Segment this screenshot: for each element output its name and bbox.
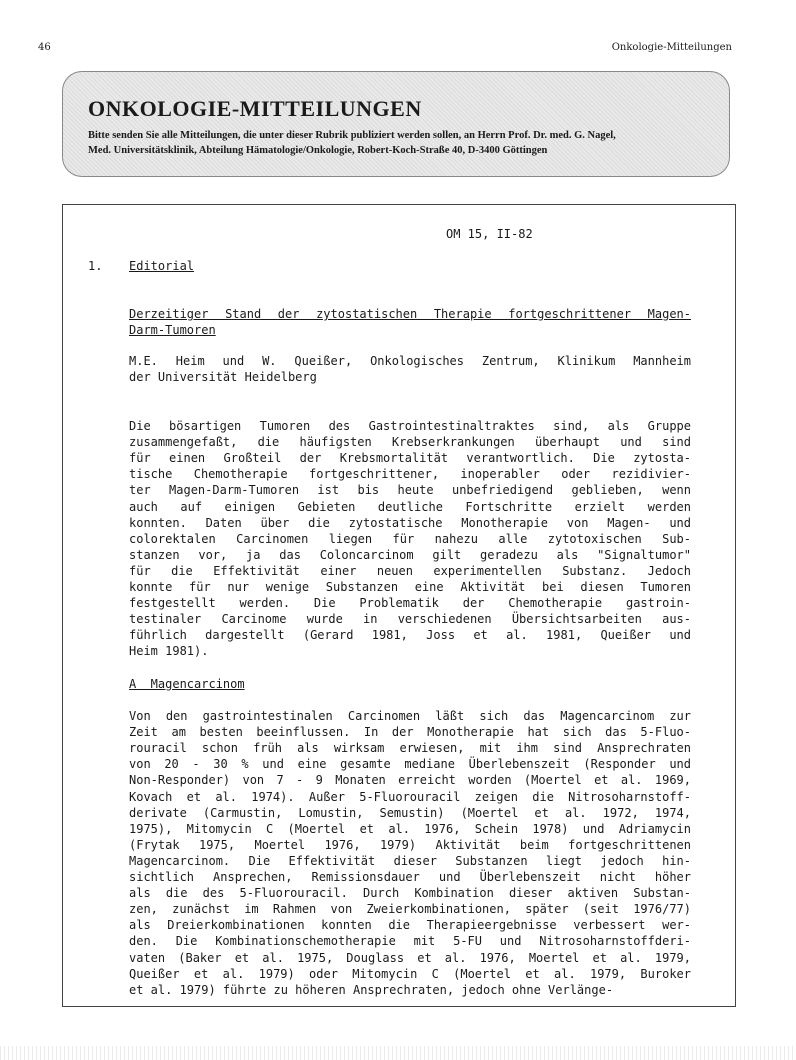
text-line: Non-Responder) von 7 - 9 Monaten erreicht worden (Moertel et al. 1969, <box>129 773 691 788</box>
author-line: M.E. Heim und W. Queißer, Onkologisches Zentrum, Klinikum Mannheim <box>129 354 691 368</box>
text-line: Kovach et al. 1974). Außer 5-Fluorouracil zeigen die Nitrosoharnstoff- <box>129 789 691 804</box>
subsection-title: A Magencarcinom <box>129 677 245 691</box>
text-line: als die des 5-Fluorouracil. Durch Kombination dieser aktiven Substan- <box>129 886 691 901</box>
text-line: testinaler Carcinome wurde in verschiedenen Übersichtsarbeiten aus- <box>129 612 691 627</box>
text-line: (Frytak 1975, Moertel 1976, 1979) Aktivität beim fortgeschrittenen <box>129 837 691 852</box>
author-line: der Universität Heidelberg <box>129 370 317 384</box>
text-line: rouracil schon früh als wirksam erwiesen, mit ihm sind Ansprechraten <box>129 741 691 756</box>
text-line: sichtlich Ansprechen, Remissionsdauer und Überlebenszeit nicht höher <box>129 870 691 884</box>
text-line: zen, zunächst im Rahmen von Zweierkombinationen, später (seit 1976/77) <box>129 902 691 917</box>
text-line: Von den gastrointestinalen Carcinomen läßt sich das Magencarcinom zur <box>129 709 691 723</box>
article-heading-line: Darm-Tumoren <box>129 323 216 337</box>
text-line: den. Die Kombinationschemotherapie mit 5-FU und Nitrosoharnstoffderi- <box>129 934 691 949</box>
scan-edge <box>0 1046 796 1060</box>
text-line: Heim 1981). <box>129 644 209 659</box>
text-line: derivate (Carmustin, Lomustin, Semustin) (Moertel et al. 1972, 1974, <box>129 805 691 820</box>
text-line: auch auf einigen Gebieten deutliche Fortschritte erzielt werden <box>129 499 691 514</box>
text-line: führlich dargestellt (Gerard 1981, Joss et al. 1981, Queißer und <box>129 628 691 643</box>
section-banner <box>62 71 730 177</box>
text-line: ter Magen-Darm-Tumoren ist bis heute unbefriedigend geblieben, wenn <box>129 483 691 498</box>
text-line: et al. 1979) führte zu höheren Ansprechraten, jedoch ohne Verlänge- <box>129 982 614 997</box>
banner-title: ONKOLOGIE-MITTEILUNGEN <box>88 96 422 121</box>
text-line: colorektalen Carcinomen liegen für nahezu alle zytotoxischen Sub- <box>129 531 691 546</box>
text-line: von 20 - 30 % und eine gesamte mediane Überlebenszeit (Responder und <box>129 757 691 772</box>
text-line: Magencarcinom. Die Effektivität dieser Substanzen liegt jedoch hin- <box>129 853 691 868</box>
article-heading-line: Derzeitiger Stand der zytostatischen Therapie fortgeschrittener Magen- <box>129 307 691 321</box>
text-line: konnten. Daten über die zytostatische Monotherapie von Magen- und <box>129 515 691 530</box>
text-line: für die Effektivität einer neuen experimentellen Substanz. Jedoch <box>129 563 691 578</box>
section-title: Editorial <box>129 259 195 273</box>
text-line: festgestellt werden. Die Problematik der Chemotherapie gastroin- <box>129 596 691 611</box>
banner-instruction-line-1: Bitte senden Sie alle Mitteilungen, die unter dieser Rubrik publiziert werden sollen, an Herrn Prof. Dr. med. G. Nagel, <box>88 130 616 141</box>
text-line: Queißer et al. 1979) oder Mitomycin C (Moertel et al. 1979, Buroker <box>129 966 691 981</box>
banner-instruction-line-2: Med. Universitätsklinik, Abteilung Hämatologie/Onkologie, Robert-Koch-Straße 40, D-3400 Göttingen <box>88 145 548 156</box>
text-line: Zeit am besten beeinflussen. In der Monotherapie hat sich das 5-Fluo- <box>129 725 691 740</box>
reference-code: OM 15, II-82 <box>446 227 533 241</box>
text-line: für einen Großteil der Krebsmortalität verantwortlich. Die zytosta- <box>129 451 691 466</box>
section-number: 1. <box>88 259 103 273</box>
text-line: vaten (Baker et al. 1975, Douglass et al. 1976, Moertel et al. 1979, <box>129 950 691 965</box>
text-line: als Dreierkombinationen konnten die Therapieergebnisse verbessert wer- <box>129 918 691 933</box>
text-line: konnte für nur wenige Substanzen eine Aktivität bei diesen Tumoren <box>129 580 691 594</box>
page-number: 46 <box>38 42 51 53</box>
text-line: 1975), Mitomycin C (Moertel et al. 1976, Schein 1978) und Adriamycin <box>129 821 691 836</box>
text-line: zusammengefaßt, die häufigsten Krebserkrankungen überhaupt und sind <box>129 435 691 450</box>
running-head: Onkologie-Mitteilungen <box>611 42 732 53</box>
text-line: Die bösartigen Tumoren des Gastrointestinaltraktes sind, als Gruppe <box>129 419 691 433</box>
text-line: tische Chemotherapie fortgeschrittener, inoperabler oder rezidivier- <box>129 467 691 482</box>
text-line: stanzen vor, ja das Coloncarcinom gilt geradezu als "Signaltumor" <box>129 547 691 562</box>
